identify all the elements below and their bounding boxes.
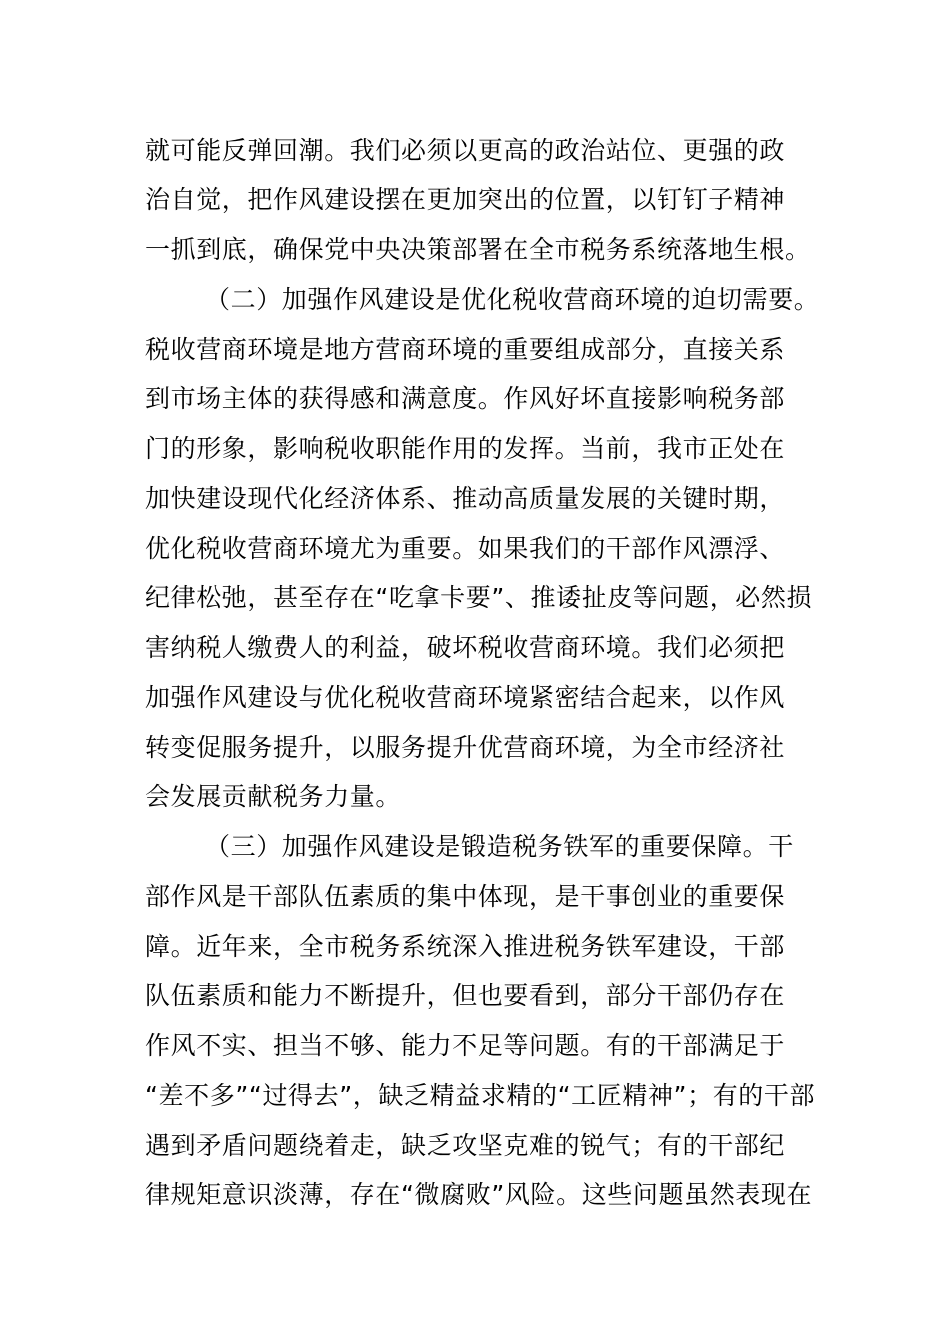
text-line: 治自觉，把作风建设摆在更加突出的位置，以钉钉子精神	[145, 185, 786, 214]
text-line: 遇到矛盾问题绕着走，缺乏攻坚克难的锐气；有的干部纪	[145, 1131, 786, 1160]
text-line: 就可能反弹回潮。我们必须以更高的政治站位、更强的政	[145, 136, 786, 165]
text-line: 一抓到底，确保党中央决策部署在全市税务系统落地生根。	[145, 235, 811, 264]
text-line: 部作风是干部队伍素质的集中体现，是干事创业的重要保	[145, 882, 786, 911]
text-line: 队伍素质和能力不断提升，但也要看到，部分干部仍存在	[145, 981, 786, 1010]
text-line: 转变促服务提升，以服务提升优营商环境，为全市经济社	[145, 733, 786, 762]
text-line: 门的形象，影响税收职能作用的发挥。当前，我市正处在	[145, 434, 786, 463]
text-line: 律规矩意识淡薄，存在“微腐败”风险。这些问题虽然表现在	[145, 1180, 813, 1209]
text-line: 加强作风建设与优化税收营商环境紧密结合起来，以作风	[145, 683, 786, 712]
text-line: 优化税收营商环境尤为重要。如果我们的干部作风漂浮、	[145, 534, 786, 563]
text-line: 纪律松弛，甚至存在“吃拿卡要”、推诿扯皮等问题，必然损	[145, 583, 813, 612]
section-heading-three: （三）加强作风建设是锻造税务铁军的重要保障。干	[205, 832, 794, 861]
text-line: 加快建设现代化经济体系、推动高质量发展的关键时期，	[145, 484, 786, 513]
text-line: 到市场主体的获得感和满意度。作风好坏直接影响税务部	[145, 384, 786, 413]
text-line: “差不多”“过得去”，缺乏精益求精的“工匠精神”；有的干部	[145, 1081, 816, 1110]
text-line: 税收营商环境是地方营商环境的重要组成部分，直接关系	[145, 335, 786, 364]
text-line: 会发展贡献税务力量。	[145, 782, 402, 811]
text-line: 害纳税人缴费人的利益，破坏税收营商环境。我们必须把	[145, 633, 786, 662]
section-heading-two: （二）加强作风建设是优化税收营商环境的迫切需要。	[205, 285, 820, 314]
text-line: 作风不实、担当不够、能力不足等问题。有的干部满足于	[145, 1031, 786, 1060]
text-line: 障。近年来，全市税务系统深入推进税务铁军建设，干部	[145, 932, 786, 961]
